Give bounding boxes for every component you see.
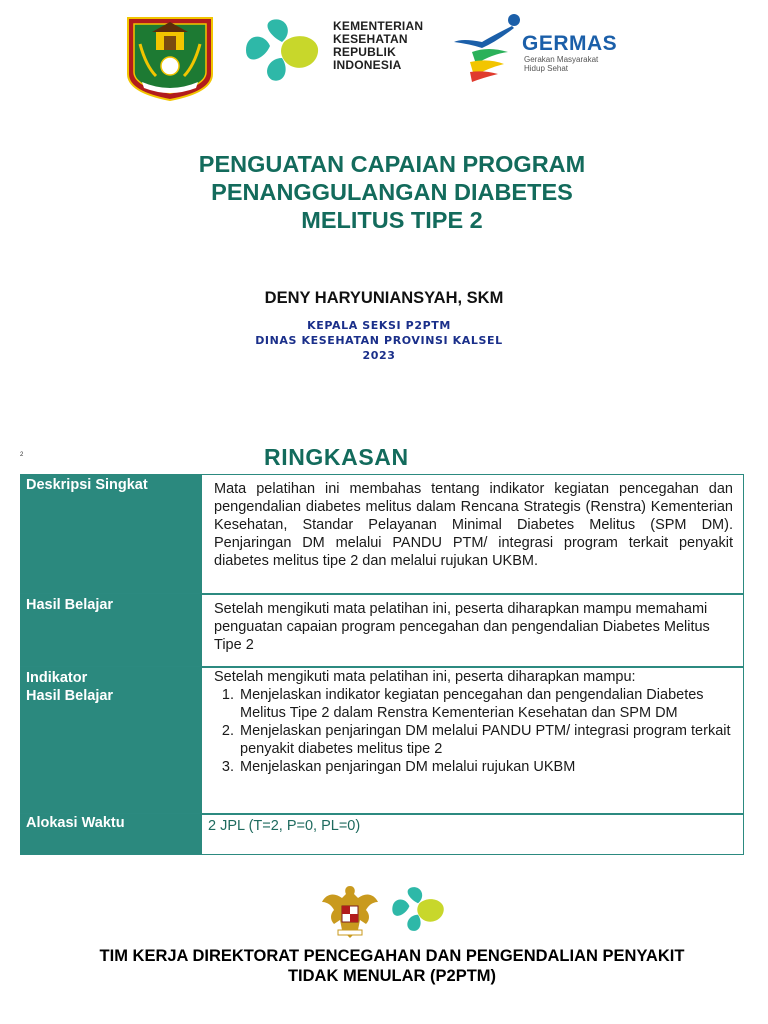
regional-emblem-logo: [126, 16, 214, 102]
garuda-emblem-logo: [320, 880, 380, 942]
position-line: KEPALA SEKSI P2PTM: [307, 319, 451, 332]
section-title: RINGKASAN: [264, 444, 409, 470]
row-value: Mata pelatihan ini membahas tentang indikator kegiatan pencegahan dan pengendalian diabetes melitus dalam Rencana Strategis (Renstra) Kementerian Kesehatan, Standar Pelayanan Minimal Diabetes Melitus (SPM DM). Penjaringan DM melalui PANDU PTM/ integrasi program terkait penyakit diabetes melitus tipe 2 dan melalui rujukan UKBM.: [202, 474, 744, 593]
germas-wordmark: GERMAS: [522, 32, 618, 55]
kemenkes-line: REPUBLIK: [333, 45, 396, 59]
position-line: DINAS KESEHATAN PROVINSI KALSEL: [255, 334, 503, 347]
kemenkes-line: INDONESIA: [333, 58, 402, 72]
author-name: DENY HARYUNIANSYAH, SKM: [264, 289, 504, 307]
kemenkes-logo: [240, 12, 324, 88]
row-label: Deskripsi Singkat: [20, 474, 202, 593]
germas-tagline: [524, 55, 598, 73]
title-line: PENANGGULANGAN DIABETES: [211, 179, 573, 205]
row-label: [20, 667, 202, 813]
list-item: 2. Menjelaskan penjaringan DM melalui PANDU PTM/ integrasi program terkait penyakit diabetes melitus tipe 2: [238, 722, 733, 758]
kemenkes-wordmark: [333, 20, 423, 72]
row-value: 2 JPL (T=2, P=0, PL=0): [202, 814, 744, 854]
row-label: Alokasi Waktu: [20, 814, 202, 854]
germas-logo: [452, 12, 526, 84]
table-row: [20, 474, 744, 594]
footer-line: TIM KERJA DIREKTORAT PENCEGAHAN DAN PENGENDALIAN PENYAKIT: [99, 947, 685, 965]
row-label-line: Hasil Belajar: [26, 688, 114, 704]
indikator-intro: Setelah mengikuti mata pelatihan ini, peserta diharapkan mampu:: [214, 669, 636, 685]
document-title: [0, 150, 768, 234]
position-line: 2023: [362, 349, 396, 362]
kemenkes-logo: [388, 878, 448, 940]
kemenkes-line: KESEHATAN: [333, 32, 408, 46]
title-line: MELITUS TIPE 2: [301, 207, 483, 233]
row-label: Hasil Belajar: [20, 594, 202, 666]
list-item: 3. Menjelaskan penjaringan DM melalui rujukan UKBM: [238, 758, 733, 776]
table-row: [20, 814, 744, 855]
author-position: [0, 318, 758, 363]
footer-text: [0, 946, 768, 986]
page-number: 2: [20, 452, 24, 458]
indikator-list: [214, 686, 733, 776]
list-item: 1. Menjelaskan indikator kegiatan pencegahan dan pengendalian Diabetes Melitus Tipe 2 dalam Renstra Kementerian Kesehatan dan SPM DM: [238, 686, 733, 722]
row-value: Setelah mengikuti mata pelatihan ini, peserta diharapkan mampu memahami penguatan capaian program pencegahan dan pengendalian Diabetes Melitus Tipe 2: [202, 594, 744, 666]
title-line: PENGUATAN CAPAIAN PROGRAM: [198, 151, 586, 177]
table-row: [20, 594, 744, 667]
footer-line: TIDAK MENULAR (P2PTM): [287, 967, 497, 985]
row-value: [202, 667, 744, 813]
germas-tagline-line: Gerakan Masyarakat: [524, 55, 599, 64]
row-label-line: Indikator: [26, 670, 88, 686]
summary-table: [20, 474, 744, 855]
kemenkes-line: KEMENTERIAN: [333, 19, 424, 33]
table-row: [20, 667, 744, 814]
germas-tagline-line: Hidup Sehat: [524, 64, 569, 73]
